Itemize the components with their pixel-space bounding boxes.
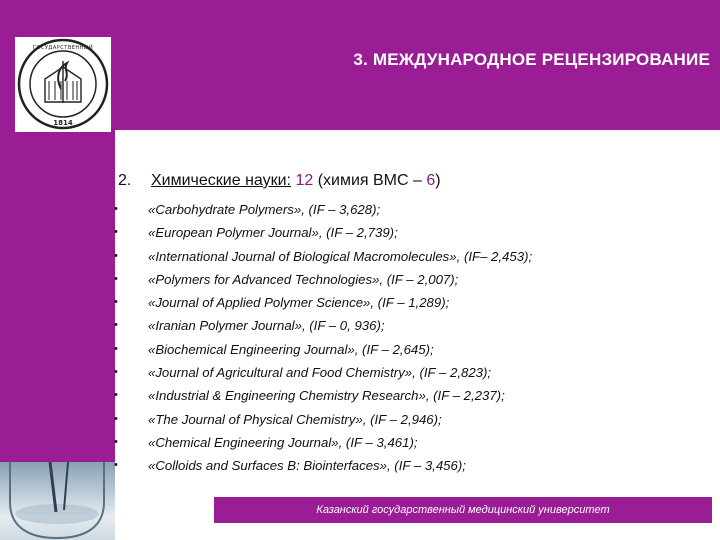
decorative-flask-image [0,462,115,540]
list-item [114,245,532,268]
journal-name: «International Journal of Biological Macromolecules» [148,248,457,264]
bullet-icon: • [114,366,118,379]
list-item [114,431,532,454]
journal-if: , (IF – 2,823); [412,365,492,381]
journal-name: «Journal of Agricultural and Food Chemistry» [148,365,413,381]
journal-name: «Biochemical Engineering Journal» [148,341,355,357]
list-item [114,384,532,407]
section-sub-count: 6 [426,172,436,189]
section-number: 2. [118,172,132,189]
bullet-icon: • [114,226,118,239]
journal-if: , (IF – 1,289); [370,295,450,311]
list-item [114,454,532,477]
bullet-icon: • [114,319,118,332]
bullet-icon: • [114,342,118,355]
list-item [114,314,532,337]
footer-bar: Казанский государственный медицинский университет [214,497,712,523]
journal-name: «Chemical Engineering Journal» [148,434,339,450]
section-label: Химические науки: [151,172,291,189]
journal-if: , (IF – 2,739); [318,225,398,241]
journal-if: , (IF– 2,453); [456,248,533,264]
section-sub-close: ) [435,172,441,189]
section-sub-open: (химия ВМС – [313,172,427,189]
slide-title: 3. МЕЖДУНАРОДНОЕ РЕЦЕНЗИРОВАНИЕ [353,50,710,69]
section-count: 12 [295,172,314,189]
list-item [114,198,532,221]
journal-if: , (IF – 3,456); [386,458,466,474]
journal-name: «Iranian Polymer Journal» [148,318,302,334]
list-item [114,408,532,431]
journal-name: «European Polymer Journal» [148,225,319,241]
journal-name: «Colloids and Surfaces B: Biointerfaces» [148,458,387,474]
bullet-icon: • [114,296,118,309]
journal-name: «Journal of Applied Polymer Science» [148,295,371,311]
bullet-icon: • [114,389,118,402]
bullet-icon: • [114,249,118,262]
flask-icon [0,462,115,540]
list-item [114,221,532,244]
bullet-icon: • [114,459,118,472]
seal-year: 1814 [53,119,73,127]
journal-name: «Polymers for Advanced Technologies» [148,271,380,287]
journal-if: , (IF – 3,628); [301,202,381,217]
journal-if: , (IF – 0, 936); [301,318,385,334]
svg-text:ГОСУДАРСТВЕННЫЙ: ГОСУДАРСТВЕННЫЙ [32,45,94,51]
university-logo [15,37,111,132]
list-item [114,361,532,384]
list-item [114,268,532,291]
list-item [114,291,532,314]
journal-if: , (IF – 2,007); [379,271,459,287]
journal-name: «The Journal of Physical Chemistry» [148,411,363,427]
list-item [114,338,532,361]
journal-if: , (IF – 3,461); [338,434,418,450]
journal-if: , (IF – 2,946); [362,411,442,427]
journal-name: «Carbohydrate Polymers» [148,202,302,217]
journal-if: , (IF – 2,237); [425,388,505,404]
bullet-icon: • [114,203,118,215]
bullet-icon: • [114,412,118,425]
section-heading [118,172,441,190]
bullet-icon: • [114,272,118,285]
bullet-icon: • [114,435,118,448]
university-seal-icon [15,37,111,132]
journal-name: «Industrial & Engineering Chemistry Research» [148,388,426,404]
journal-list [114,198,532,478]
journal-if: , (IF – 2,645); [354,341,434,357]
